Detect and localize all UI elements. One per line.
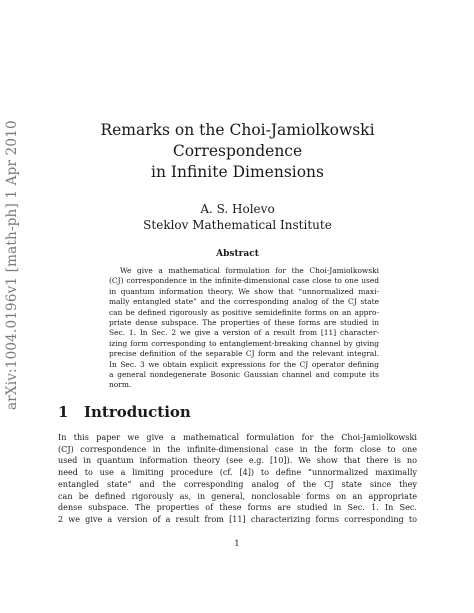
author-block — [60, 201, 415, 233]
body-line: need to use a limiting procedure (cf. [4]) to define “unnormalized maximally — [58, 467, 417, 478]
abstract-line: Sec. 1. In Sec. 2 we give a version of a result from [11] character- — [109, 328, 379, 338]
abstract-line: priate dense subspace. The properties of these forms are studied in — [109, 318, 379, 328]
abstract-line: (CJ) correspondence in the infinite-dimensional case close to one used — [109, 276, 379, 286]
body-line: 2 we give a version of a result from [11] characterizing forms corresponding to — [58, 513, 417, 524]
abstract-line: mally entangled state” and the corresponding analog of the CJ state — [109, 297, 379, 307]
section-title: Introduction — [84, 403, 191, 421]
abstract-line: izing form corresponding to entanglement-breaking channel by giving — [109, 338, 379, 348]
body-line: can be defined rigorously as, in general, nonclosable forms on an appropriate — [58, 490, 417, 501]
abstract-line: can be defined rigorously as positive semidefinite forms on an appro- — [109, 307, 379, 317]
abstract-line: precise definition of the separable CJ form and the relevant integral. — [109, 349, 379, 359]
title-line: Remarks on the Choi-Jamiolkowski — [100, 121, 375, 139]
abstract-line: In Sec. 3 we obtain explicit expressions for the CJ operator defining — [109, 359, 379, 369]
introduction-text — [58, 432, 417, 526]
abstract-line: norm. — [109, 380, 132, 390]
body-line: (CJ) correspondence in the infinite-dimensional case in the form close to one — [58, 443, 417, 454]
author-affiliation: Steklov Mathematical Institute — [143, 218, 332, 232]
arxiv-identifier: arXiv:1004.0196v1 [math-ph] 1 Apr 2010 — [4, 120, 20, 410]
abstract-line: in quantum information theory. We show that “unnormalized maxi- — [109, 286, 379, 296]
abstract-line: We give a mathematical formulation for the Choi-Jamiolkowski — [120, 266, 379, 275]
body-line: used in quantum information theory (see e.g. [10]). We show that there is no — [58, 455, 417, 466]
abstract-heading: Abstract — [216, 249, 259, 259]
body-line: dense subspace. The properties of these forms are studied in Sec. 1. In Sec. — [58, 502, 417, 513]
section-heading — [58, 403, 191, 421]
abstract-line: a general nondegenerate Bosonic Gaussian channel and compute its — [109, 370, 379, 380]
body-line: entangled state” and the corresponding analog of the CJ state since they — [58, 478, 417, 489]
page-number: 1 — [234, 539, 240, 549]
section-number: 1 — [58, 403, 69, 421]
abstract-text — [109, 266, 379, 391]
title-line: in Infinite Dimensions — [151, 163, 324, 181]
author-name: A. S. Holevo — [200, 202, 275, 216]
paper-title — [60, 120, 415, 183]
title-line: Correspondence — [172, 142, 303, 160]
body-line: In this paper we give a mathematical formulation for the Choi-Jamiolkowski — [58, 432, 417, 442]
